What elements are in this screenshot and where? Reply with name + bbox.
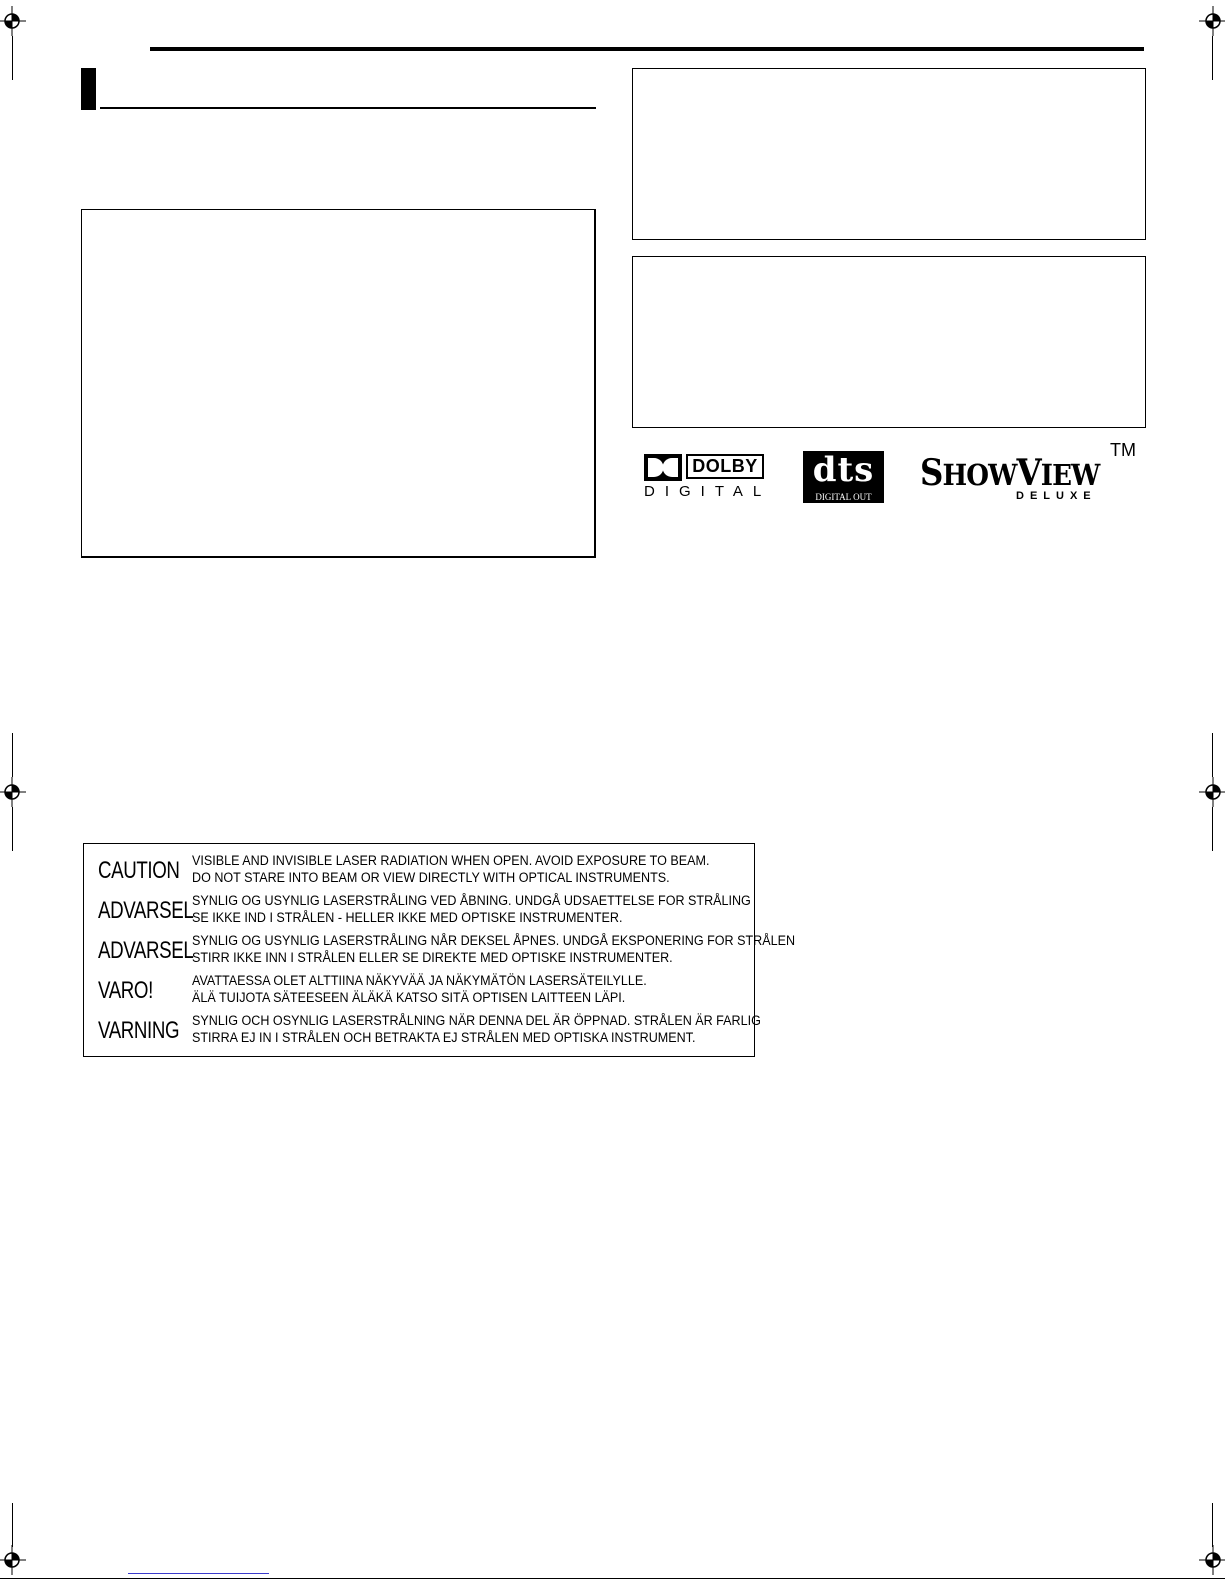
section-heading-underline <box>100 107 596 109</box>
registration-mark-icon <box>1195 777 1225 807</box>
laser-warning-row <box>84 892 754 930</box>
warning-word: ADVARSEL <box>98 937 194 964</box>
laser-warning-row <box>84 1012 761 1050</box>
warning-word: ADVARSEL <box>98 897 194 924</box>
showview-wordmark: SHOWVIEW <box>920 452 1100 494</box>
dolby-digital-logo <box>644 454 770 500</box>
section-heading-marker <box>81 68 96 110</box>
warning-text: SYNLIG OCH OSYNLIG LASERSTRÅLNING NÄR DENNA DEL ÄR ÖPPNAD. STRÅLEN ÄR FARLIG STIRRA EJ IN I STRÅLEN OCH BETRAKTA EJ STRÅLEN MED OPTISKA INSTRUMENT. <box>192 1013 761 1045</box>
top-rule <box>150 47 1144 51</box>
showview-subtitle: DELUXE <box>1016 490 1097 502</box>
dolby-subtitle: DIGITAL <box>644 483 772 500</box>
bottom-link-underline <box>128 1573 269 1574</box>
crop-line <box>1212 733 1213 777</box>
crop-line <box>12 807 13 851</box>
showview-deluxe-logo <box>920 440 1136 503</box>
content-box-right-middle <box>632 256 1146 428</box>
registration-mark-icon <box>1195 1545 1225 1575</box>
warning-word: CAUTION <box>98 857 180 884</box>
dts-subtitle: DIGITAL OUT <box>803 491 884 503</box>
laser-warning-row <box>84 852 754 890</box>
registration-mark-icon <box>1195 6 1225 36</box>
dolby-double-d-icon <box>644 454 682 481</box>
warning-text: SYNLIG OG USYNLIG LASERSTRÅLING NÅR DEKSEL ÅPNES. UNDGÅ EKSPONERING FOR STRÅLEN STIRR IKKE INN I STRÅLEN ELLER SE DIREKTE MED OPTISKE INSTRUMENTER. <box>192 933 796 965</box>
crop-line <box>12 1503 13 1547</box>
dts-digital-out-logo <box>803 451 884 503</box>
crop-line <box>1212 1503 1213 1547</box>
warning-text: VISIBLE AND INVISIBLE LASER RADIATION WHEN OPEN. AVOID EXPOSURE TO BEAM. DO NOT STARE INTO BEAM OR VIEW DIRECTLY WITH OPTICAL INSTRUMENTS. <box>192 853 710 885</box>
warning-text: SYNLIG OG USYNLIG LASERSTRÅLING VED ÅBNING. UNDGÅ UDSAETTELSE FOR STRÅLING SE IKKE IND I STRÅLEN - HELLER IKKE MED OPTISKE INSTRUMENTER. <box>192 893 751 925</box>
dts-wordmark: dts <box>803 451 884 491</box>
registration-mark-icon <box>0 777 30 807</box>
laser-warning-row <box>84 932 796 970</box>
warning-text: AVATTAESSA OLET ALTTIINA NÄKYVÄÄ JA NÄKYMÄTÖN LASERSÄTEILYLLE. ÄLÄ TUIJOTA SÄTEESEEN ÄLÄKÄ KATSO SITÄ OPTISEN LAITTEEN LÄPI. <box>192 973 647 1005</box>
dolby-wordmark: DOLBY <box>686 454 764 479</box>
crop-line <box>12 733 13 777</box>
registration-mark-icon <box>0 6 30 36</box>
warning-word: VARNING <box>98 1017 180 1044</box>
content-box-left <box>81 209 596 558</box>
crop-line <box>12 36 13 80</box>
laser-warning-row <box>84 972 754 1010</box>
registration-mark-icon <box>0 1545 30 1575</box>
warning-word: VARO! <box>98 977 153 1004</box>
crop-line <box>1212 807 1213 851</box>
content-box-right-top <box>632 68 1146 240</box>
bottom-trim-line <box>0 1578 1225 1579</box>
laser-caution-label <box>83 843 796 1057</box>
crop-line <box>1212 36 1213 80</box>
trademark-symbol: TM <box>1110 440 1136 460</box>
